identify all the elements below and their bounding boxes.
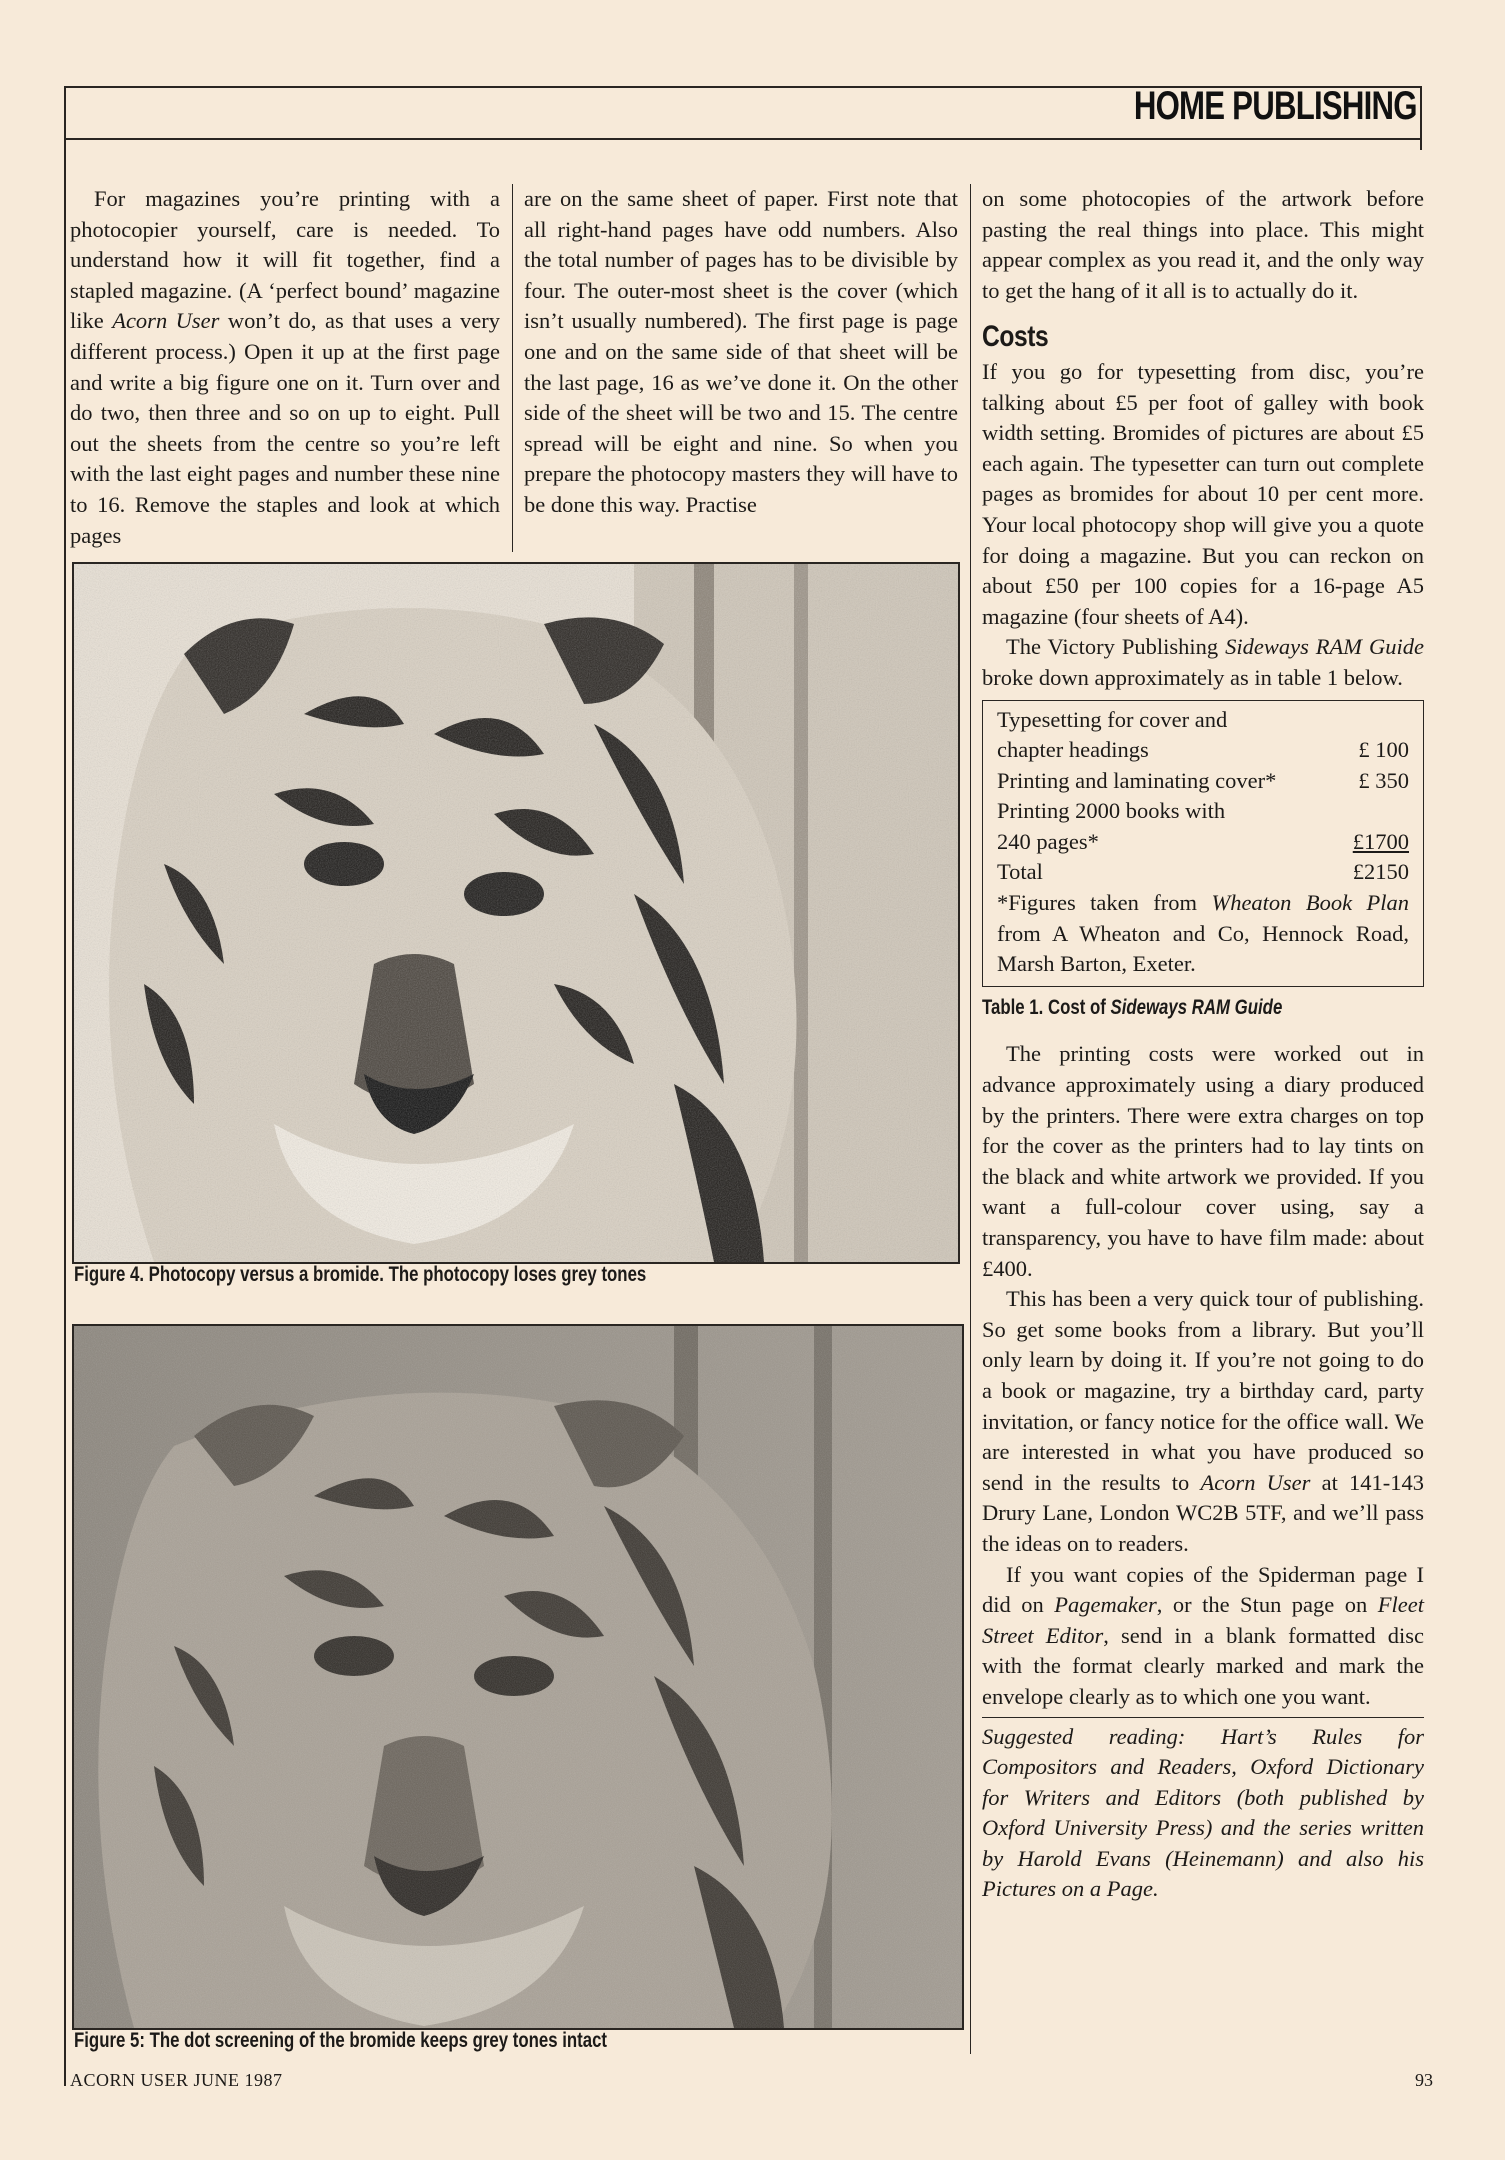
suggested-reading: Suggested reading: Hart’s Rules for Compositors and Readers, Oxford Dictionary for Writers and Editors (both published by Oxford University Press) and the series written by Harold Evans (Heinemann) and also his Pictures on a Page. bbox=[982, 1717, 1424, 1906]
header-rule bbox=[64, 138, 1420, 140]
paragraph-copies: If you want copies of the Spiderman page I did on Pagemaker, or the Stun page on Fleet Street Editor, send in a blank formatted disc with the format clearly marked and mark the envelope clearly as to which one you want. bbox=[982, 1561, 1424, 1709]
paragraph-sheets: are on the same sheet of paper. First note that all right-hand pages have odd numbers. Also the total number of pages has to be divisible by four. The outer-most sheet is the cover (which isn’t usually numbered). The first page is page one and on the same side of that sheet will be the last page, 16 as we’ve done it. On the other side of the sheet will be two and 15. The centre spread will be eight and nine. So when you prepare the photocopy masters they will have to be done this way. Practise bbox=[524, 186, 958, 517]
table-row: Printing and laminating cover* £ 350 bbox=[997, 767, 1409, 793]
paragraph-printing-costs: The printing costs were worked out in advance approximately using a diary produced by the printers. There were extra charges on top for the cover as the printers had to lay tints on the black and white artwork we provided. If you want a full-colour cover using, say a transparency, you have to have film made: about £400. bbox=[982, 1041, 1424, 1281]
figure-4-photo bbox=[72, 562, 960, 1264]
frame-right-rule bbox=[1420, 86, 1422, 150]
page-number: 93 bbox=[1415, 2070, 1433, 2090]
figure-4-caption: Figure 4. Photocopy versus a bromide. The photocopy loses grey tones bbox=[74, 1263, 647, 1286]
cost-table bbox=[982, 700, 1424, 987]
article-column-1 bbox=[70, 184, 500, 551]
paragraph-quick-tour: This has been a very quick tour of publishing. So get some books from a library. But you’ll only learn by doing it. If you’re not going to do a book or magazine, try a birthday card, party invitation, or fancy notice for the office wall. We are interested in what you have produced so send in the results to Acorn User at 141-143 Drury Lane, London WC2B 5TF, and we’ll pass the ideas on to readers. bbox=[982, 1286, 1425, 1556]
figure-5-caption: Figure 5: The dot screening of the bromide keeps grey tones intact bbox=[74, 2029, 608, 2052]
table-row: Typesetting for cover and bbox=[997, 706, 1228, 732]
frame-left-rule bbox=[64, 86, 66, 2086]
figure-5-photo bbox=[72, 1324, 964, 2030]
paragraph-magazines: For magazines you’re printing with a photocopier yourself, care is needed. To understand how it will fit together, find a stapled magazine. (A ‘perfect bound’ magazine like Acorn User won’t do, as that uses a very different process.) Open it up at the first page and write a big figure one on it. Turn over and do two, then three and so on up to eight. Pull out the sheets from the centre so you’re left with the last eight pages and number these nine to 16. Remove the staples and look at which pages bbox=[70, 186, 500, 548]
footer-publication: ACORN USER JUNE 1987 bbox=[70, 2070, 283, 2090]
article-column-2 bbox=[524, 184, 958, 521]
table-row: Printing 2000 books with bbox=[997, 798, 1226, 824]
table-caption: Table 1. Cost of Sideways RAM Guide bbox=[982, 995, 1283, 1019]
tiger-photocopy-image bbox=[74, 564, 958, 1262]
table-footnote: *Figures taken from Wheaton Book Plan from A Wheaton and Co, Hennock Road, Marsh Barton, Exeter. bbox=[997, 890, 1409, 977]
paragraph-costs: If you go for typesetting from disc, you’re talking about £5 per foot of galley with book width setting. Bromides of pictures are about £5 each again. The typesetter can turn out complete pages as bromides for about 10 per cent more. Your local photocopy shop will give you a quote for doing a magazine. But you can reckon on about £50 per 100 copies for a 16-page A5 magazine (four sheets of A4). bbox=[982, 358, 1424, 629]
article-column-3 bbox=[982, 184, 1424, 1905]
paragraph-practise: on some photocopies of the artwork before pasting the real things into place. This might appear complex as you read it, and the only way to get the hang of it all is to actually do it. bbox=[982, 186, 1424, 303]
table-row-total: Total £2150 bbox=[997, 859, 1409, 885]
column-divider-1 bbox=[512, 184, 513, 552]
section-title: HOME PUBLISHING bbox=[1134, 84, 1417, 128]
column-divider-2 bbox=[970, 184, 971, 2054]
table-row: 240 pages* £1700 bbox=[997, 828, 1409, 854]
tiger-bromide-image bbox=[74, 1326, 962, 2028]
costs-heading: Costs bbox=[982, 320, 1049, 354]
table-row: chapter headings £ 100 bbox=[997, 737, 1409, 763]
paragraph-victory: The Victory Publishing Sideways RAM Guide broke down approximately as in table 1 below. bbox=[982, 634, 1424, 690]
